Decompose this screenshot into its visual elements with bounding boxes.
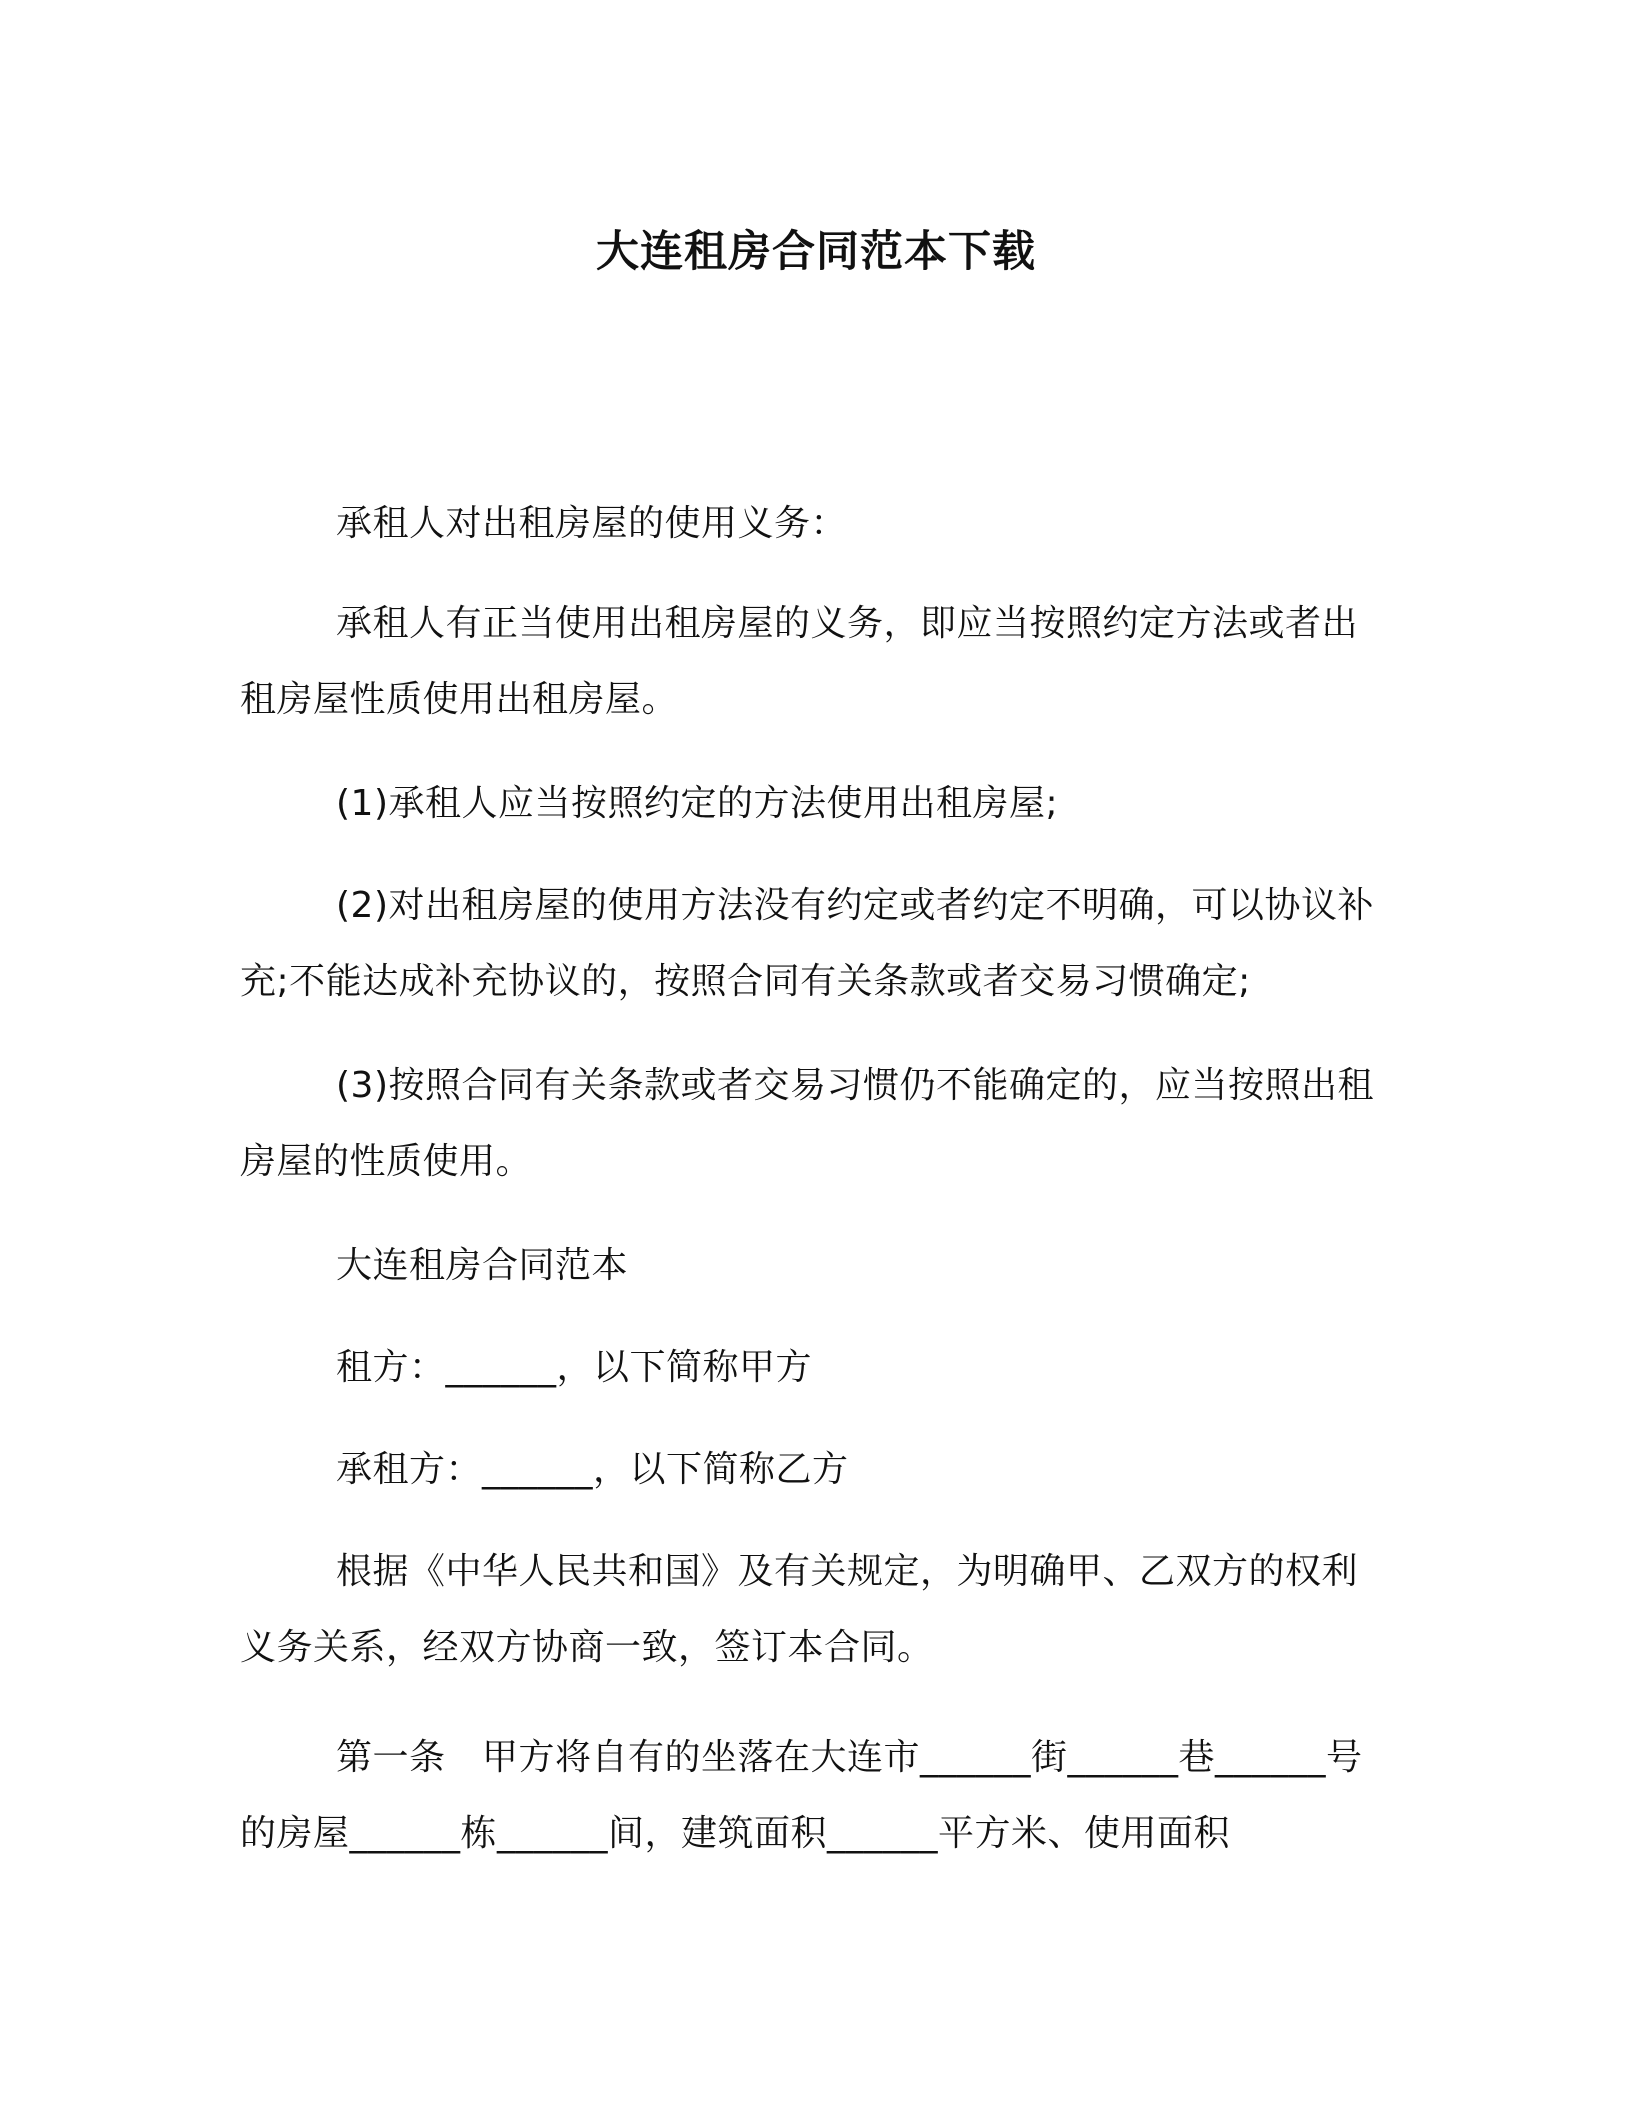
paragraph-template-heading: 大连租房合同范本 bbox=[336, 1245, 629, 1286]
section-template-heading-block bbox=[240, 1228, 1390, 1304]
section-article-1-block bbox=[240, 1720, 1390, 1872]
section-item-2-block bbox=[240, 868, 1390, 1020]
paragraph-article-1: 第一条 甲方将自有的坐落在大连市______街______巷______号的房屋______栋______间，建筑面积______平方米、使用面积 bbox=[240, 1737, 1363, 1854]
paragraph-basis: 根据《中华人民共和国》及有关规定，为明确甲、乙双方的权利义务关系，经双方协商一致，签订本合同。 bbox=[240, 1551, 1359, 1668]
paragraph-item-1: (1)承租人应当按照约定的方法使用出租房屋; bbox=[336, 783, 1059, 824]
document-title: 大连租房合同范本下载 bbox=[596, 227, 1036, 277]
paragraph-item-3: (3)按照合同有关条款或者交易习惯仍不能确定的，应当按照出租房屋的性质使用。 bbox=[240, 1065, 1374, 1182]
section-item-3-block bbox=[240, 1048, 1390, 1200]
section-usage-heading-block bbox=[240, 486, 1390, 562]
section-item-1-block bbox=[240, 766, 1390, 842]
paragraph-lessee: 承租方：______，以下简称乙方 bbox=[336, 1449, 849, 1490]
section-lessee-block bbox=[240, 1432, 1390, 1508]
section-lessor-block bbox=[240, 1330, 1390, 1406]
paragraph-item-2: (2)对出租房屋的使用方法没有约定或者约定不明确，可以协议补充;不能达成补充协议的，按照合同有关条款或者交易习惯确定; bbox=[240, 885, 1374, 1002]
paragraph-usage-obligation: 承租人有正当使用出租房屋的义务，即应当按照约定方法或者出租房屋性质使用出租房屋。 bbox=[240, 603, 1359, 720]
paragraph-lessor: 租方：______，以下简称甲方 bbox=[336, 1347, 813, 1388]
paragraph-usage-heading: 承租人对出租房屋的使用义务： bbox=[336, 503, 848, 544]
section-basis-block bbox=[240, 1534, 1390, 1686]
section-usage-obligation-block bbox=[240, 586, 1390, 738]
